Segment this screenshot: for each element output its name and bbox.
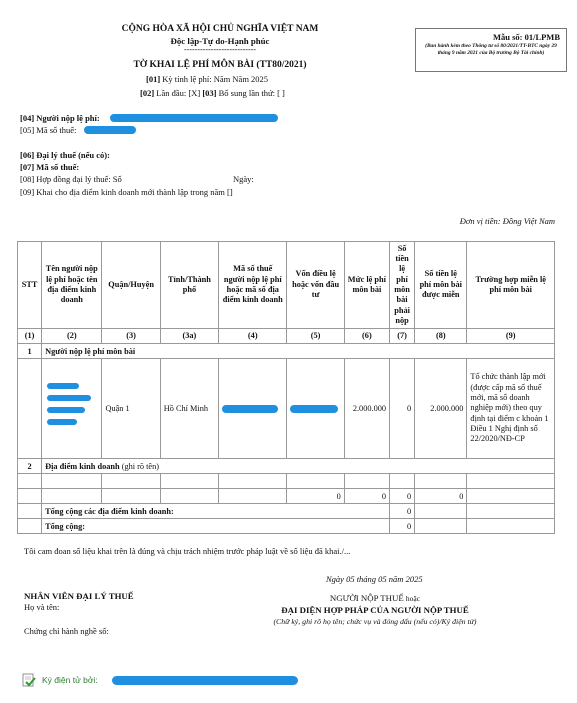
header-cell: Mã số thuế người nộp lệ phí hoặc mã số địa điểm kinh doanh bbox=[219, 242, 287, 329]
total-sites-row bbox=[18, 504, 555, 519]
section-title: Địa điểm kinh doanh (ghi rõ tên) bbox=[42, 459, 555, 474]
form-title: TỜ KHAI LỆ PHÍ MÔN BÀI (TT80/2021) bbox=[133, 60, 307, 70]
header-cell: Số tiền lệ phí môn bài phải nộp bbox=[390, 242, 415, 329]
district-cell: Quận 1 bbox=[102, 359, 160, 459]
field-05: [05] Mã số thuế: bbox=[20, 125, 77, 135]
column-number-row bbox=[18, 329, 555, 344]
field-08: [08] Hợp đồng đại lý thuế: Số bbox=[20, 174, 122, 184]
field-07: [07] Mã số thuế: bbox=[20, 162, 80, 172]
exempt-cell: 2.000.000 bbox=[415, 359, 467, 459]
first-time-line: [02] Lần đầu: [X] [03] Bổ sung lần thứ: [ ] bbox=[140, 88, 285, 98]
redacted-taxpayer-name bbox=[110, 114, 278, 122]
col-number: (3) bbox=[102, 329, 160, 344]
table-row bbox=[18, 474, 555, 489]
document-check-icon bbox=[22, 673, 36, 687]
col-number: (3a) bbox=[160, 329, 218, 344]
header-cell: Quận/Huyện bbox=[102, 242, 160, 329]
table-header-row bbox=[18, 242, 555, 329]
capital-cell bbox=[287, 359, 344, 459]
header-cell: Tỉnh/Thành phố bbox=[160, 242, 218, 329]
col-number: (7) bbox=[390, 329, 415, 344]
payer-note: (Chữ ký, ghi rõ họ tên; chức vụ và đóng dấu (nếu có)/Ký điện tử) bbox=[273, 617, 477, 626]
payer-title: NGƯỜI NỘP THUẾ hoặc bbox=[329, 593, 421, 603]
field-04: [04] Người nộp lệ phí: bbox=[20, 113, 100, 123]
field-09: [09] Khai cho địa điểm kinh doanh mới thành lập trong năm [] bbox=[20, 187, 233, 197]
payer-representative-title: ĐẠI DIỆN HỢP PHÁP CỦA NGƯỜI NỘP THUẾ bbox=[281, 605, 469, 615]
section-1-row bbox=[18, 344, 555, 359]
form-note: (Ban hành kèm theo Thông tư số 80/2021/TT-BTC ngày 29 tháng 9 năm 2021 của Bộ trưởng Bộ Tài chính) bbox=[425, 43, 557, 57]
taxpayer-name-cell bbox=[42, 359, 102, 459]
period-line: [01] Kỳ tính lệ phí: Năm Năm 2025 bbox=[146, 74, 269, 84]
province-cell: Hồ Chí Minh bbox=[160, 359, 218, 459]
field-06: [06] Đại lý thuế (nếu có): bbox=[20, 150, 110, 160]
total-row bbox=[18, 519, 555, 534]
section-title: Người nộp lệ phí môn bài bbox=[42, 344, 555, 359]
field-08-date: Ngày: bbox=[233, 174, 254, 184]
col-number: (1) bbox=[18, 329, 42, 344]
section-number: 2 bbox=[18, 459, 42, 474]
col-number: (8) bbox=[415, 329, 467, 344]
commitment-text: Tôi cam đoan số liệu khai trên là đúng và chịu trách nhiệm trước pháp luật về số liệu đã khai./... bbox=[24, 546, 351, 556]
col-number: (9) bbox=[467, 329, 555, 344]
col-number: (4) bbox=[219, 329, 287, 344]
section-number: 1 bbox=[18, 344, 42, 359]
fee-rate-cell: 0 bbox=[344, 489, 389, 504]
exempt-reason-cell: Tổ chức thành lập mới (được cấp mã số thuế mới, mã số doanh nghiệp mới) theo quy định tại điểm c khoản 1 Điều 1 Nghị định số 22/2020/NĐ-CP bbox=[467, 359, 555, 459]
header-cell: Trường hợp miễn lệ phí môn bài bbox=[467, 242, 555, 329]
redacted-signer bbox=[112, 676, 298, 685]
fee-table bbox=[17, 241, 555, 534]
currency-unit: Đơn vị tiền: Đồng Việt Nam bbox=[459, 216, 555, 226]
table-row bbox=[18, 359, 555, 459]
exempt-cell: 0 bbox=[415, 489, 467, 504]
total-sites-value: 0 bbox=[390, 504, 415, 519]
header-cell: Số tiền lệ phí môn bài được miễn bbox=[415, 242, 467, 329]
total-value: 0 bbox=[390, 519, 415, 534]
motto: Độc lập-Tự do-Hạnh phúc bbox=[170, 36, 270, 46]
table-row bbox=[18, 489, 555, 504]
col-number: (6) bbox=[344, 329, 389, 344]
total-sites-label: Tổng cộng các địa điểm kinh doanh: bbox=[42, 504, 390, 519]
redacted-tax-code bbox=[84, 126, 136, 134]
sign-date: Ngày 05 tháng 05 năm 2025 bbox=[326, 574, 423, 584]
e-signed-label: Ký điện tử bởi: bbox=[42, 675, 98, 685]
header-cell: STT bbox=[18, 242, 42, 329]
agent-staff-title: NHÂN VIÊN ĐẠI LÝ THUẾ bbox=[24, 591, 134, 601]
agent-name-label: Họ và tên: bbox=[24, 602, 60, 612]
form-code: Mẫu số: 01/LPMB bbox=[492, 32, 560, 42]
separator: --------------------------- bbox=[184, 45, 256, 54]
tax-code-cell bbox=[219, 359, 287, 459]
nation-title: CỘNG HÒA XÃ HỘI CHỦ NGHĨA VIỆT NAM bbox=[121, 24, 319, 34]
col-number: (5) bbox=[287, 329, 344, 344]
section-2-row bbox=[18, 459, 555, 474]
header-cell: Vốn điều lệ hoặc vốn đầu tư bbox=[287, 242, 344, 329]
col-number: (2) bbox=[42, 329, 102, 344]
form-code-box bbox=[415, 28, 567, 72]
header-cell: Tên người nộp lệ phí hoặc tên địa điểm kinh doanh bbox=[42, 242, 102, 329]
agent-cert-label: Chứng chỉ hành nghề số: bbox=[24, 626, 109, 636]
header-cell: Mức lệ phí môn bài bbox=[344, 242, 389, 329]
capital-cell: 0 bbox=[287, 489, 344, 504]
total-label: Tổng cộng: bbox=[42, 519, 390, 534]
fee-rate-cell: 2.000.000 bbox=[344, 359, 389, 459]
payable-cell: 0 bbox=[390, 489, 415, 504]
payable-cell: 0 bbox=[390, 359, 415, 459]
